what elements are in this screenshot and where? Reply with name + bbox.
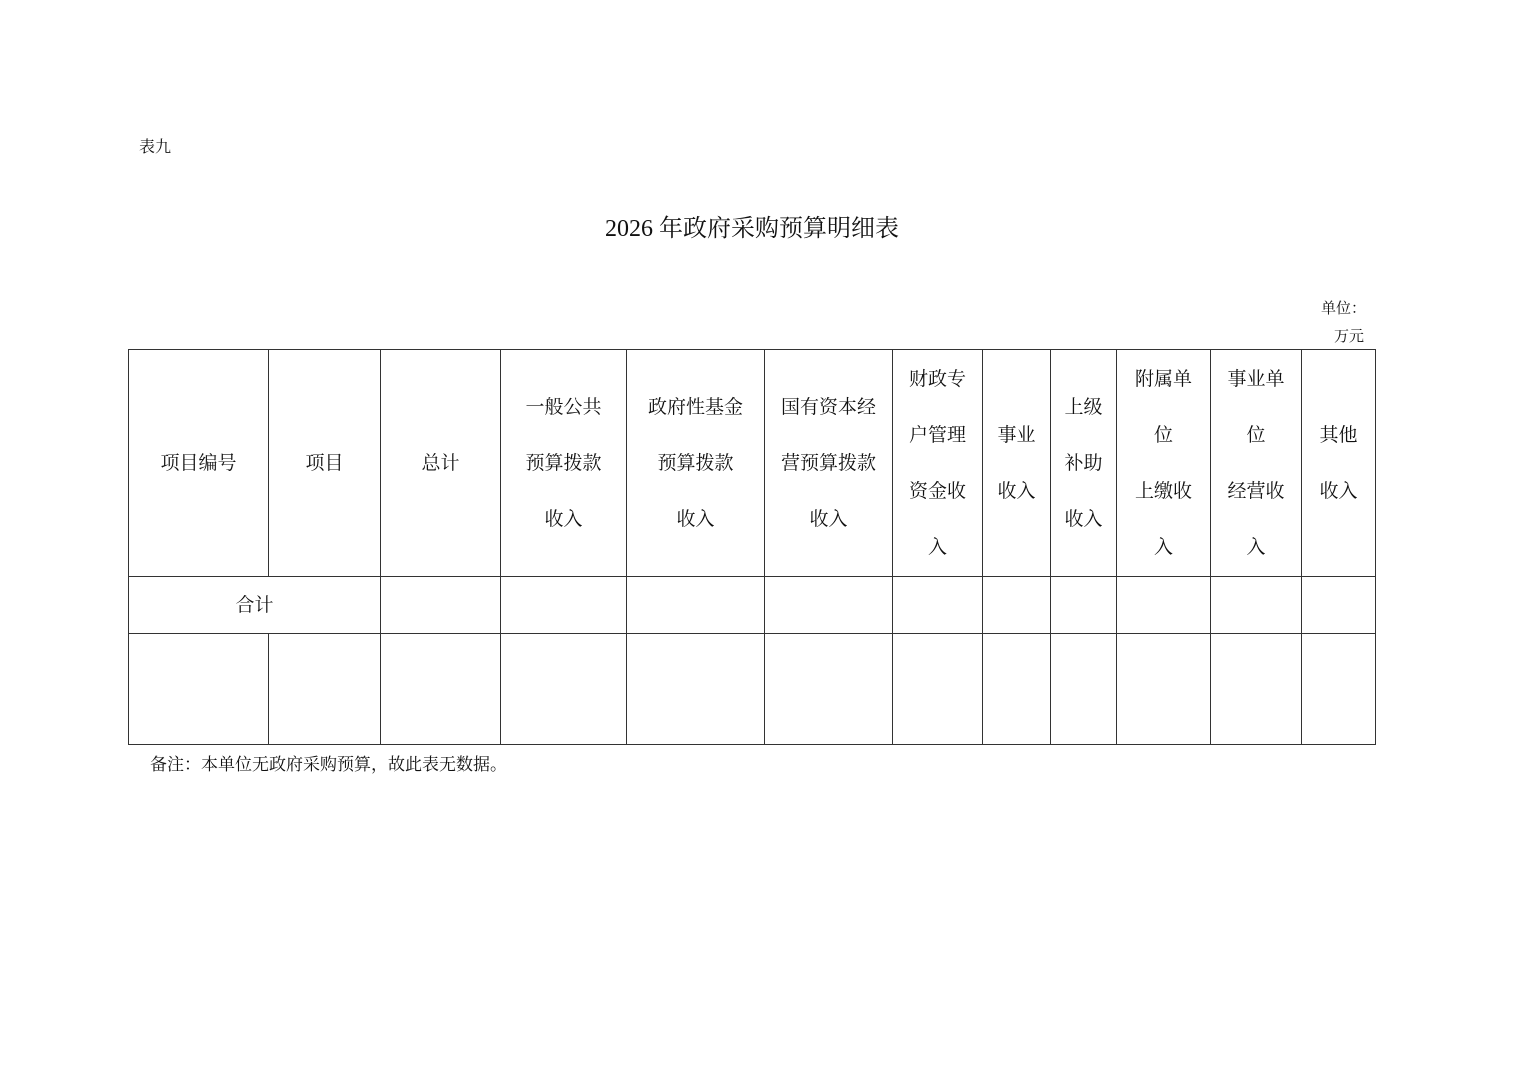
table-cell [627, 577, 765, 634]
table-cell [501, 634, 627, 745]
table-cell [1117, 577, 1211, 634]
table-cell [1117, 634, 1211, 745]
table-cell [501, 577, 627, 634]
table-cell [269, 634, 381, 745]
table-cell [1302, 634, 1376, 745]
header-total: 总计 [381, 350, 501, 577]
header-business-income: 事业 收入 [983, 350, 1051, 577]
header-state-capital: 国有资本经 营预算拨款 收入 [765, 350, 893, 577]
table-cell [765, 577, 893, 634]
page-title: 2026 年政府采购预算明细表 [605, 216, 899, 242]
total-label: 合计 [129, 577, 381, 634]
table-row [129, 634, 1376, 745]
footnote: 备注：本单位无政府采购预算，故此表无数据。 [150, 755, 507, 775]
header-government-fund: 政府性基金 预算拨款 收入 [627, 350, 765, 577]
total-row [129, 577, 1376, 634]
header-other-income: 其他 收入 [1302, 350, 1376, 577]
header-general-budget: 一般公共 预算拨款 收入 [501, 350, 627, 577]
table-cell [1211, 634, 1302, 745]
table-cell [983, 634, 1051, 745]
procurement-budget-table [128, 349, 1376, 745]
table-cell [1051, 577, 1117, 634]
header-project: 项目 [269, 350, 381, 577]
header-project-code: 项目编号 [129, 350, 269, 577]
table-cell [765, 634, 893, 745]
table-cell [893, 634, 983, 745]
table-header-row [129, 350, 1376, 577]
table-cell [1051, 634, 1117, 745]
table-cell [983, 577, 1051, 634]
table-cell [1211, 577, 1302, 634]
table-cell [1302, 577, 1376, 634]
header-affiliate-remittance: 附属单 位 上缴收 入 [1117, 350, 1211, 577]
table-cell [381, 634, 501, 745]
header-operating-income: 事业单 位 经营收 入 [1211, 350, 1302, 577]
unit-value: 万元 [1333, 327, 1364, 345]
table-cell [381, 577, 501, 634]
unit-label: 单位： [1320, 299, 1366, 317]
table-cell [627, 634, 765, 745]
table-cell [129, 634, 269, 745]
header-superior-subsidy: 上级 补助 收入 [1051, 350, 1117, 577]
table-number-label: 表九 [139, 137, 172, 156]
header-special-account: 财政专 户管理 资金收 入 [893, 350, 983, 577]
table-cell [893, 577, 983, 634]
